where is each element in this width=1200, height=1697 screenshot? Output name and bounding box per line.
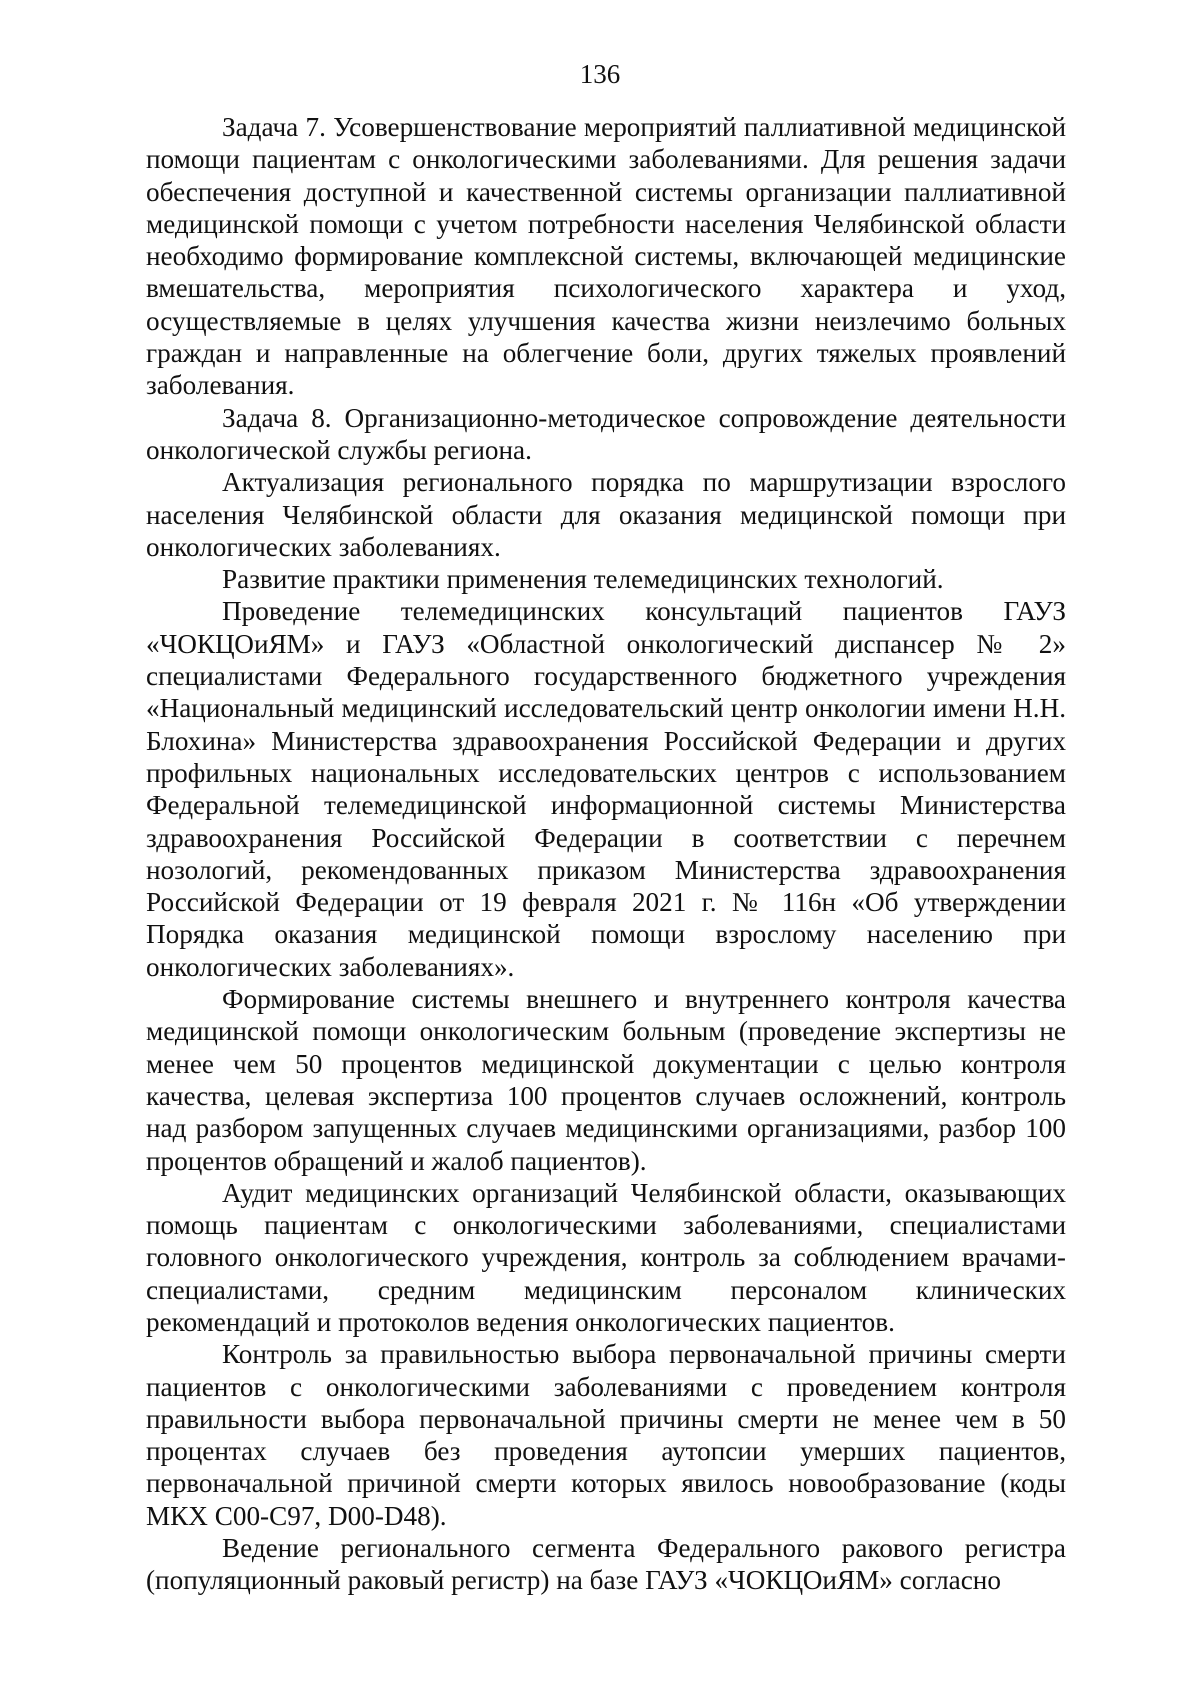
paragraph-routing-update: Актуализация регионального порядка по маршрутизации взрослого населения Челябинской области для оказания медицинской помощи при онкологических заболеваниях. (146, 467, 1066, 562)
document-body (146, 111, 1066, 1597)
paragraph-task-7: Задача 7. Усовершенствование мероприятий паллиативной медицинской помощи пациентам с онкологическими заболеваниями. Для решения задачи обеспечения доступной и качественной системы организации паллиативной медицинской помощи с учетом потребности населения Челябинской области необходимо формирование комплексной системы, включающей медицинские вмешательства, мероприятия психологического характера и уход, осуществляемые в целях улучшения качества жизни неизлечимо больных граждан и направленные на облегчение боли, других тяжелых проявлений заболевания. (146, 112, 1066, 401)
paragraph-cancer-registry: Ведение регионального сегмента Федерального ракового регистра (популяционный раковый регистр) на базе ГАУЗ «ЧОКЦОиЯМ» согласно (146, 1533, 1066, 1596)
paragraph-quality-control: Формирование системы внешнего и внутреннего контроля качества медицинской помощи онкологическим больным (проведение экспертизы не менее чем 50 процентов медицинской документации с целью контроля качества, целевая экспертиза 100 процентов случаев осложнений, контроль над разбором запущенных случаев медицинскими организациями, разбор 100 процентов обращений и жалоб пациентов). (146, 984, 1066, 1176)
paragraph-task-8: Задача 8. Организационно-методическое сопровождение деятельности онкологической службы региона. (146, 402, 1066, 465)
paragraph-telemedicine-development: Развитие практики применения телемедицинских технологий. (222, 564, 944, 595)
page-number: 136 (579, 59, 621, 89)
paragraph-telemedicine-consultations: Проведение телемедицинских консультаций пациентов ГАУЗ «ЧОКЦОиЯМ» и ГАУЗ «Областной онкологический диспансер № 2» специалистами Федерального государственного бюджетного учреждения «Национальный медицинский исследовательский центр онкологии имени Н.Н. Блохина» Министерства здравоохранения Российской Федерации и других профильных национальных исследовательских центров с использованием Федеральной телемедицинской информационной системы Министерства здравоохранения Российской Федерации в соответствии с перечнем нозологий, рекомендованных приказом Министерства здравоохранения Российской Федерации от 19 февраля 2021 г. № 116н «Об утверждении Порядка оказания медицинской помощи взрослому населению при онкологических заболеваниях». (146, 596, 1066, 982)
paragraph-death-cause-control: Контроль за правильностью выбора первоначальной причины смерти пациентов с онкологическими заболеваниями с проведением контроля правильности выбора первоначальной причины смерти не менее чем в 50 процентах случаев без проведения аутопсии умерших пациентов, первоначальной причиной смерти которых явилось новообразование (коды МКХ С00-С97, D00-D48). (146, 1339, 1066, 1531)
paragraph-audit: Аудит медицинских организаций Челябинской области, оказывающих помощь пациентам с онкологическими заболеваниями, специалистами головного онкологического учреждения, контроль за соблюдением врачами-специалистами, средним медицинским персоналом клинических рекомендаций и протоколов ведения онкологических пациентов. (146, 1177, 1066, 1337)
